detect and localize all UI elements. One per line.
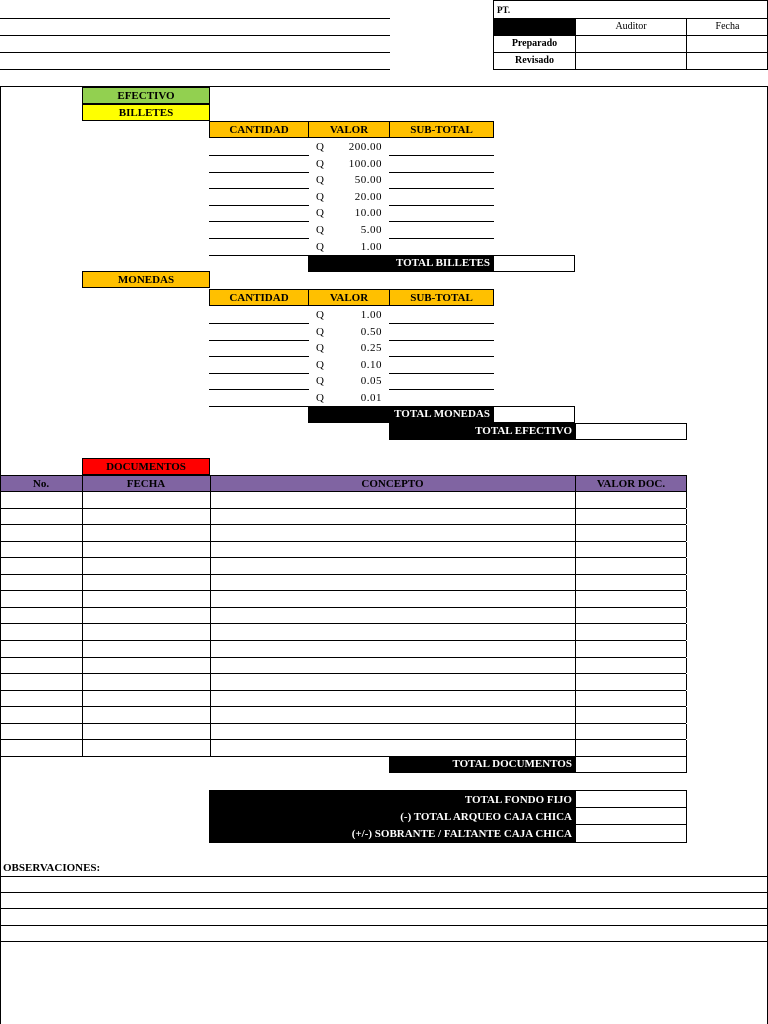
monedas-currency: Q xyxy=(316,342,325,355)
billetes-denomination: 10.00 xyxy=(354,207,382,220)
fecha-header-label: Fecha xyxy=(715,21,740,32)
documentos-row[interactable] xyxy=(0,624,686,641)
documentos-row[interactable] xyxy=(0,724,686,741)
monedas-cantidad-header: CANTIDAD xyxy=(209,289,309,306)
documentos-cell-divider xyxy=(210,542,211,558)
monedas-cantidad-cell[interactable] xyxy=(209,389,309,390)
monedas-currency: Q xyxy=(316,358,325,371)
documentos-cell-divider xyxy=(575,707,576,723)
total-fondo-fijo-label: TOTAL FONDO FIJO xyxy=(464,794,572,806)
billetes-cantidad-cell[interactable] xyxy=(209,172,309,173)
documentos-cell-divider xyxy=(210,525,211,541)
documentos-cell-divider xyxy=(82,674,83,690)
billetes-subtotal-cell[interactable] xyxy=(389,205,494,206)
sobrante-faltante-value[interactable] xyxy=(575,824,687,843)
total-billetes-label: TOTAL BILLETES xyxy=(308,255,494,272)
billetes-subtotal-cell[interactable] xyxy=(389,238,494,239)
documentos-cell-divider xyxy=(575,509,576,525)
signoff-black-cell xyxy=(493,18,576,36)
billetes-cantidad-cell[interactable] xyxy=(209,238,309,239)
billetes-denomination: 1.00 xyxy=(360,240,382,253)
documentos-row[interactable] xyxy=(0,558,686,575)
auditor-preparado-cell[interactable] xyxy=(576,36,686,52)
documentos-cell-divider xyxy=(686,591,687,607)
documentos-cell-divider xyxy=(686,608,687,624)
documentos-cell-divider xyxy=(210,658,211,674)
documentos-row[interactable] xyxy=(0,525,686,542)
total-efectivo-value[interactable] xyxy=(575,423,687,440)
documentos-cell-divider xyxy=(82,525,83,541)
monedas-subtotal-cell[interactable] xyxy=(389,373,494,374)
documentos-title: DOCUMENTOS xyxy=(82,458,210,475)
documentos-row[interactable] xyxy=(0,674,686,691)
documentos-row[interactable] xyxy=(0,575,686,592)
efectivo-title: EFECTIVO xyxy=(82,87,210,104)
billetes-cantidad-header: CANTIDAD xyxy=(209,121,309,138)
header-line-1 xyxy=(0,18,390,19)
documentos-cell-divider xyxy=(575,558,576,574)
billetes-currency: Q xyxy=(316,157,325,170)
monedas-title: MONEDAS xyxy=(82,271,210,288)
documentos-cell-divider xyxy=(575,492,576,508)
monedas-denomination: 0.01 xyxy=(360,392,382,404)
documentos-cell-divider xyxy=(575,525,576,541)
documentos-row[interactable] xyxy=(0,658,686,675)
documentos-cell-divider xyxy=(210,641,211,657)
header-line-2 xyxy=(0,35,390,36)
billetes-currency: Q xyxy=(316,224,325,236)
billetes-denomination: 200.00 xyxy=(348,141,382,153)
documentos-cell-divider xyxy=(575,591,576,607)
documentos-row[interactable] xyxy=(0,707,686,724)
billetes-subtotal-cell[interactable] xyxy=(389,221,494,222)
doc-col-no: No. xyxy=(32,478,50,490)
monedas-denomination: 1.00 xyxy=(360,309,382,321)
documentos-row[interactable] xyxy=(0,509,686,526)
documentos-cell-divider xyxy=(575,542,576,558)
billetes-title: BILLETES xyxy=(82,104,210,121)
documentos-cell-divider xyxy=(82,509,83,525)
documentos-row[interactable] xyxy=(0,542,686,559)
documentos-cell-divider xyxy=(575,674,576,690)
billetes-subtotal-header: SUB-TOTAL xyxy=(389,121,494,138)
monedas-currency: Q xyxy=(316,392,325,404)
documentos-row[interactable] xyxy=(0,608,686,625)
documentos-cell-divider xyxy=(686,641,687,657)
observaciones-line-5[interactable] xyxy=(0,941,768,942)
documentos-cell-divider xyxy=(686,740,687,756)
documentos-cell-divider xyxy=(82,542,83,558)
monedas-denomination: 0.05 xyxy=(360,375,382,388)
documentos-cell-divider xyxy=(82,707,83,723)
documentos-cell-divider xyxy=(686,658,687,674)
total-billetes-value[interactable] xyxy=(493,255,575,272)
billetes-denomination: 50.00 xyxy=(354,174,382,187)
monedas-cantidad-cell[interactable] xyxy=(209,373,309,374)
documentos-cell-divider xyxy=(210,509,211,525)
sobrante-faltante-label: (+/-) SOBRANTE / FALTANTE CAJA CHICA xyxy=(351,828,572,840)
monedas-cantidad-cell[interactable] xyxy=(209,323,309,324)
billetes-currency: Q xyxy=(316,141,325,153)
billetes-subtotal-cell[interactable] xyxy=(389,188,494,189)
total-arqueo-value[interactable] xyxy=(575,807,687,825)
billetes-currency: Q xyxy=(316,207,325,220)
total-monedas-value[interactable] xyxy=(493,406,575,423)
documentos-cell-divider xyxy=(82,558,83,574)
preparado-label: Preparado xyxy=(511,38,558,49)
documentos-cell-divider xyxy=(210,624,211,640)
monedas-subtotal-cell[interactable] xyxy=(389,340,494,341)
documentos-cell-divider xyxy=(575,641,576,657)
billetes-currency: Q xyxy=(316,174,325,187)
observaciones-line-1[interactable] xyxy=(0,876,768,877)
observaciones-label: OBSERVACIONES: xyxy=(3,862,101,874)
observaciones-line-3[interactable] xyxy=(0,908,768,909)
billetes-cantidad-cell[interactable] xyxy=(209,155,309,156)
documentos-cell-divider xyxy=(686,525,687,541)
billetes-cantidad-cell[interactable] xyxy=(209,188,309,189)
monedas-currency: Q xyxy=(316,309,325,321)
documentos-cell-divider xyxy=(686,542,687,558)
total-monedas-label: TOTAL MONEDAS xyxy=(308,406,494,423)
documentos-cell-divider xyxy=(210,674,211,690)
documentos-cell-divider xyxy=(575,624,576,640)
documentos-cell-divider xyxy=(575,658,576,674)
billetes-cantidad-cell[interactable] xyxy=(209,205,309,206)
doc-col-concepto: CONCEPTO xyxy=(361,478,424,490)
documentos-cell-divider xyxy=(686,724,687,740)
monedas-cantidad-cell[interactable] xyxy=(209,340,309,341)
documentos-cell-divider xyxy=(82,624,83,640)
total-efectivo-label: TOTAL EFECTIVO xyxy=(389,423,576,440)
documentos-cell-divider xyxy=(686,674,687,690)
documentos-cell-divider xyxy=(686,492,687,508)
billetes-subtotal-cell[interactable] xyxy=(389,172,494,173)
doc-col-fecha: FECHA xyxy=(126,478,166,490)
monedas-subtotal-cell[interactable] xyxy=(389,356,494,357)
revisado-label: Revisado xyxy=(515,55,554,66)
documentos-cell-divider xyxy=(686,509,687,525)
documentos-cell-divider xyxy=(686,558,687,574)
documentos-cell-divider xyxy=(82,608,83,624)
documentos-row[interactable] xyxy=(0,591,686,608)
documentos-cell-divider xyxy=(82,641,83,657)
documentos-cell-divider xyxy=(686,624,687,640)
header-line-4 xyxy=(0,69,390,70)
billetes-cantidad-cell[interactable] xyxy=(209,221,309,222)
documentos-cell-divider xyxy=(82,492,83,508)
billetes-denomination: 100.00 xyxy=(348,157,382,170)
documentos-cell-divider xyxy=(82,724,83,740)
header-line-3 xyxy=(0,52,390,53)
documentos-cell-divider xyxy=(210,492,211,508)
documentos-row[interactable] xyxy=(0,641,686,658)
documentos-cell-divider xyxy=(575,691,576,707)
monedas-cantidad-cell[interactable] xyxy=(209,356,309,357)
documentos-cell-divider xyxy=(686,691,687,707)
documentos-cell-divider xyxy=(82,658,83,674)
documentos-cell-divider xyxy=(82,691,83,707)
monedas-denomination: 0.10 xyxy=(360,358,382,371)
documentos-cell-divider xyxy=(210,691,211,707)
documentos-cell-divider xyxy=(210,724,211,740)
documentos-row[interactable] xyxy=(0,492,686,509)
doc-col-valor: VALOR DOC. xyxy=(596,478,666,490)
billetes-denomination: 5.00 xyxy=(360,224,382,236)
documentos-cell-divider xyxy=(82,591,83,607)
billetes-currency: Q xyxy=(316,190,325,203)
monedas-currency: Q xyxy=(316,375,325,388)
documentos-cell-divider xyxy=(210,740,211,756)
documentos-cell-divider xyxy=(82,575,83,591)
auditor-label: Auditor xyxy=(615,21,647,32)
documentos-cell-divider xyxy=(82,740,83,756)
billetes-subtotal-cell[interactable] xyxy=(389,155,494,156)
monedas-subtotal-header: SUB-TOTAL xyxy=(389,289,494,306)
documentos-cell-divider xyxy=(686,575,687,591)
documentos-cell-divider xyxy=(575,608,576,624)
documentos-cell-divider xyxy=(210,558,211,574)
monedas-denomination: 0.50 xyxy=(360,325,382,338)
billetes-denomination: 20.00 xyxy=(354,190,382,203)
fecha-revisado-cell[interactable] xyxy=(687,53,768,69)
documentos-row[interactable] xyxy=(0,691,686,708)
monedas-subtotal-cell[interactable] xyxy=(389,389,494,390)
documentos-cell-divider xyxy=(210,575,211,591)
monedas-cantidad-cell[interactable] xyxy=(209,406,309,407)
monedas-denomination: 0.25 xyxy=(360,342,382,355)
documentos-cell-divider xyxy=(686,707,687,723)
billetes-currency: Q xyxy=(316,240,325,253)
total-fondo-fijo-value[interactable] xyxy=(575,790,687,808)
fecha-preparado-cell[interactable] xyxy=(687,36,768,52)
total-documentos-value[interactable] xyxy=(575,756,687,773)
billetes-cantidad-cell[interactable] xyxy=(209,255,309,256)
billetes-valor-header: VALOR xyxy=(308,121,390,138)
documentos-cell-divider xyxy=(210,608,211,624)
documentos-cell-divider xyxy=(575,724,576,740)
observaciones-line-4[interactable] xyxy=(0,925,768,926)
total-arqueo-label: (-) TOTAL ARQUEO CAJA CHICA xyxy=(400,811,572,823)
documentos-cell-divider xyxy=(210,591,211,607)
observaciones-line-2[interactable] xyxy=(0,892,768,893)
monedas-subtotal-cell[interactable] xyxy=(389,323,494,324)
documentos-row[interactable] xyxy=(0,740,686,757)
documentos-cell-divider xyxy=(210,707,211,723)
pt-label: PT. xyxy=(497,5,511,15)
monedas-currency: Q xyxy=(316,325,325,338)
total-documentos-label: TOTAL DOCUMENTOS xyxy=(389,756,576,773)
documentos-cell-divider xyxy=(575,740,576,756)
auditor-revisado-cell[interactable] xyxy=(576,53,686,69)
documentos-cell-divider xyxy=(575,575,576,591)
monedas-valor-header: VALOR xyxy=(308,289,390,306)
